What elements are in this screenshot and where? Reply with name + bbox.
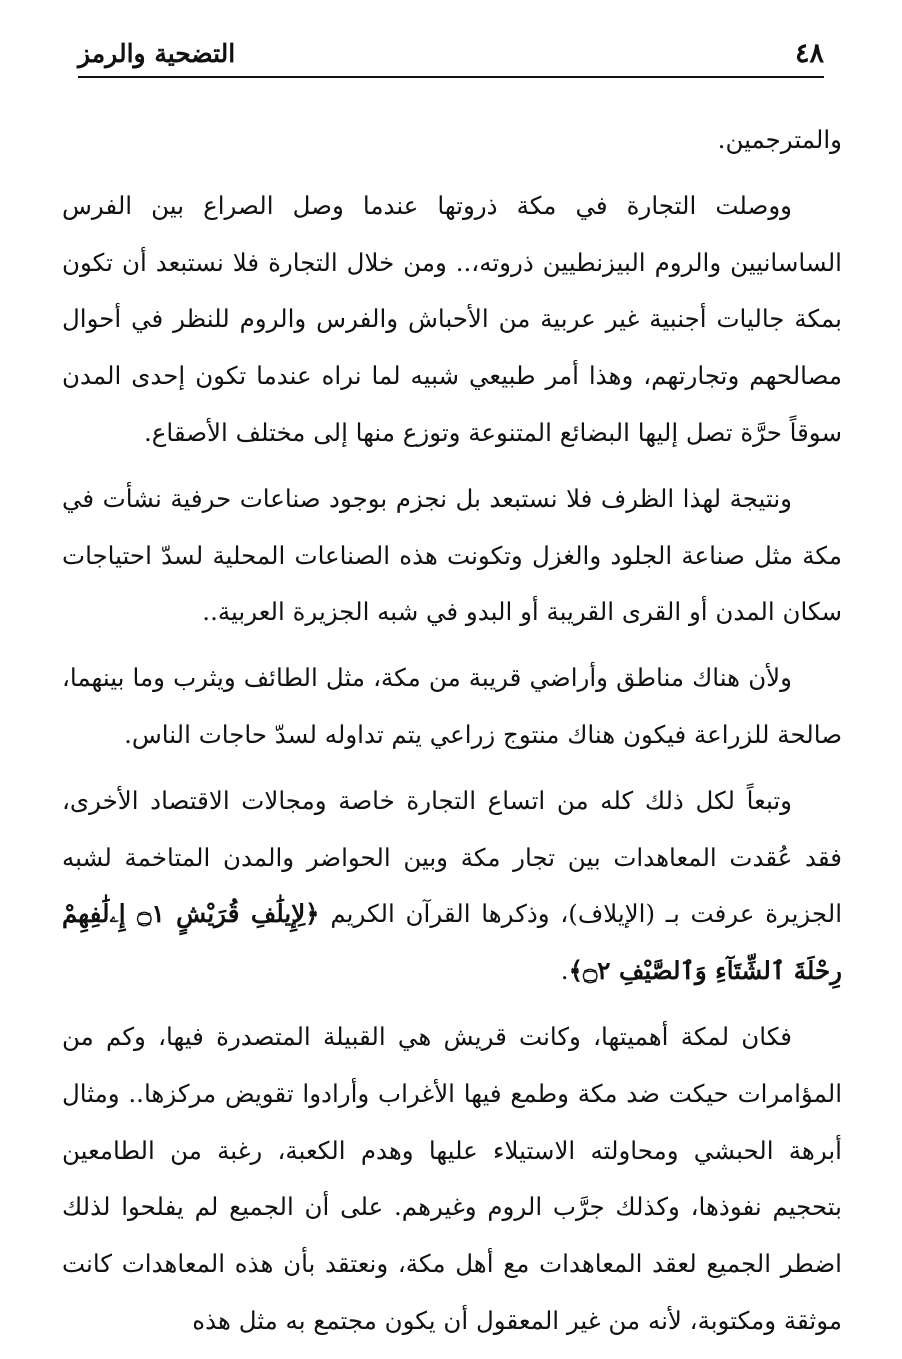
paragraph-text: وتبعاً لكل ذلك كله من اتساع التجارة خاصة ومجالات الاقتصاد الأخرى، فقد عُقدت المعاهدات بين تجار مكة وبين الحواضر والمدن المتاخمة لشبه الجزيرة عرفت بـ (الإيلاف)، وذكرها القرآن الكريم (62, 785, 842, 929)
quran-verse: ﴿لِإِيلَٰفِ قُرَيْشٍ ۝١ إِۦلَٰفِهِمْ رِحْلَةَ ٱلشِّتَآءِ وَٱلصَّيْفِ ۝٢﴾ (62, 899, 842, 986)
paragraph: والمترجمين. (717, 125, 842, 154)
body-text (62, 112, 842, 1359)
header-rule (78, 76, 824, 78)
paragraph-with-quran-verse (62, 773, 842, 1000)
paragraph: فكان لمكة أهميتها، وكانت قريش هي القبيلة المتصدرة فيها، وكم من المؤامرات حيكت ضد مكة وطمع فيها الأغراب وأرادوا تقويض مركزها.. ومثال أبرهة الحبشي ومحاولته الاستيلاء عليها وهدم الكعبة، رغبة من الطامعين بتحجيم نفوذها، وكذلك جرَّب الروم وغيرهم. على أن الجميع لم يفلحوا لذلك اضطر الجميع لعقد المعاهدات مع أهل مكة، ونعتقد بأن هذه المعاهدات كانت موثقة ومكتوبة، لأنه من غير المعقول أن يكون مجتمع به مثل هذه (62, 1021, 842, 1335)
running-title: التضحية والرمز (78, 39, 236, 68)
paragraph-text-end: . (560, 956, 569, 986)
page-number: ٤٨ (794, 38, 824, 69)
page-header (78, 34, 824, 74)
paragraph: ووصلت التجارة في مكة ذروتها عندما وصل الصراع بين الفرس الساسانيين والروم البيزنطيين ذروته،.. ومن خلال التجارة فلا نستبعد أن تكون بمكة جاليات أجنبية غير عربية من الأحباش والفرس والروم للنظر في أحوال مصالحهم وتجارتهم، وهذا أمر طبيعي شبيه لما نراه عندما تكون إحدى المدن سوقاً حرَّة تصل إليها البضائع المتنوعة وتوزع منها إلى مختلف الأصقاع. (62, 190, 842, 447)
paragraph: ونتيجة لهذا الظرف فلا نستبعد بل نجزم بوجود صناعات حرفية نشأت في مكة مثل صناعة الجلود والغزل وتكونت هذه الصناعات المحلية لسدّ احتياجات سكان المدن أو القرى القريبة أو البدو في شبه الجزيرة العربية.. (62, 483, 842, 627)
paragraph: ولأن هناك مناطق وأراضي قريبة من مكة، مثل الطائف ويثرب وما بينهما، صالحة للزراعة فيكون هناك منتوج زراعي يتم تداوله لسدّ حاجات الناس. (62, 663, 842, 749)
